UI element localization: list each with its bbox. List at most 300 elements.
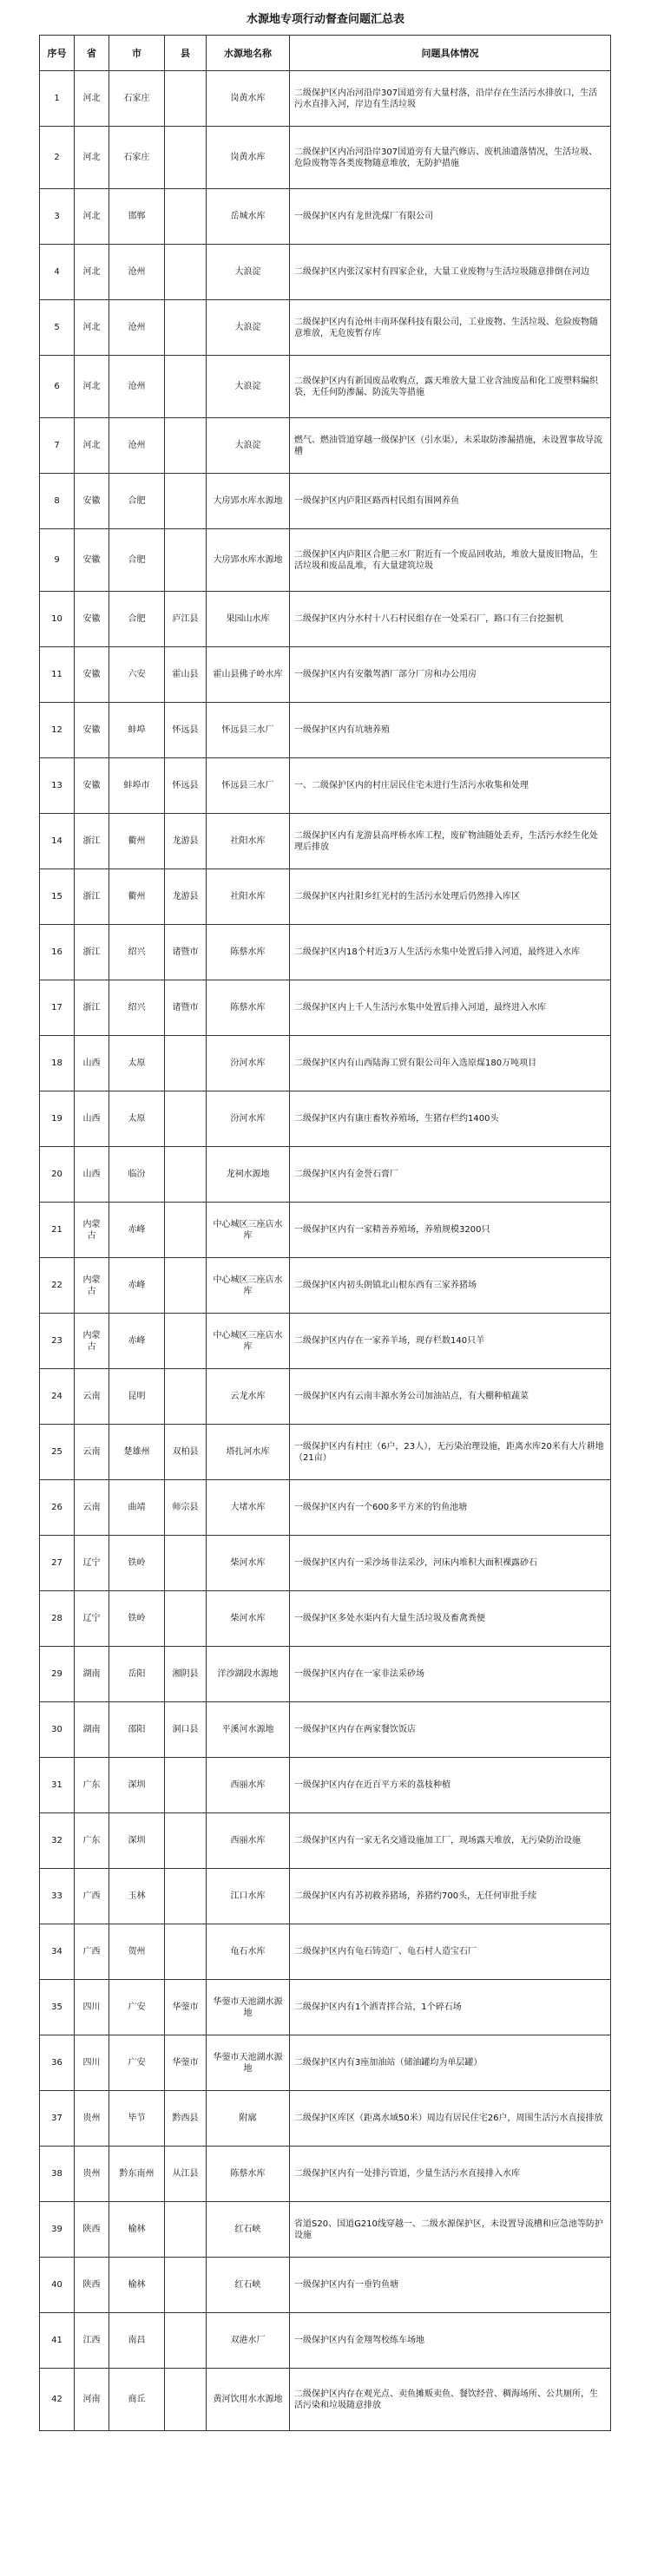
header-city: 市 [109,36,165,71]
row-county [165,127,207,189]
row-county [165,1036,207,1091]
row-county: 庐江县 [165,592,207,647]
row-issue-detail: 二级保护区内有金誉石膏厂 [290,1147,611,1203]
row-issue-detail: 一级保护区内有安徽驾酒厂部分厂房和办公用房 [290,647,611,703]
row-issue-detail: 二级保护区内存在观光点、卖鱼摊贩卖鱼、餐饮经营、稠海场所、公共厕所，生活污染和垃圾随意排放 [290,2369,611,2431]
row-city: 榆林 [109,2202,165,2258]
row-county: 霍山县 [165,647,207,703]
row-city: 临汾 [109,1147,165,1203]
row-city: 赤峰 [109,1314,165,1369]
row-index: 37 [40,2091,75,2147]
row-county [165,71,207,127]
document-title: 水源地专项行动督查问题汇总表 [246,12,404,26]
row-source-name: 黄河饮用水水源地 [207,2369,290,2431]
row-issue-detail: 一级保护区内有一垂钓鱼塘 [290,2258,611,2313]
row-source-name: 中心城区三座店水库 [207,1258,290,1314]
row-city: 赤峰 [109,1203,165,1258]
row-source-name: 怀远县三水厂 [207,758,290,814]
row-county [165,356,207,418]
row-county [165,300,207,356]
row-city: 玉林 [109,1869,165,1924]
row-city: 深圳 [109,1813,165,1869]
table-row [40,1758,611,1813]
table-row [40,418,611,474]
row-county [165,1258,207,1314]
row-county: 怀远县 [165,758,207,814]
row-province: 辽宁 [75,1591,109,1647]
row-county: 湘阴县 [165,1647,207,1702]
row-county [165,1813,207,1869]
row-province: 安徽 [75,647,109,703]
header-source-name: 水源地名称 [207,36,290,71]
row-source-name: 柴河水库 [207,1536,290,1591]
row-source-name: 大浪淀 [207,300,290,356]
row-province: 山西 [75,1036,109,1091]
row-province: 河北 [75,71,109,127]
row-city: 太原 [109,1091,165,1147]
row-city: 广安 [109,1980,165,2035]
row-county [165,529,207,592]
row-city: 蚌埠市 [109,758,165,814]
row-city: 沧州 [109,418,165,474]
row-city: 六安 [109,647,165,703]
table-row [40,2313,611,2369]
table-row [40,1591,611,1647]
row-county [165,1536,207,1591]
row-index: 23 [40,1314,75,1369]
row-index: 29 [40,1647,75,1702]
table-row [40,1647,611,1702]
row-province: 安徽 [75,592,109,647]
row-source-name: 汾河水库 [207,1036,290,1091]
table-row [40,1480,611,1536]
row-city: 沧州 [109,245,165,300]
row-issue-detail: 一级保护区内有云南丰源水务公司加油站点，有大棚种植蔬菜 [290,1369,611,1425]
row-county: 从江县 [165,2147,207,2202]
row-index: 38 [40,2147,75,2202]
row-index: 34 [40,1924,75,1980]
row-county [165,189,207,245]
row-issue-detail: 二级保护区内张汉家村有四家企业，大量工业废物与生活垃圾随意排倒在河边 [290,245,611,300]
table-row [40,2258,611,2313]
row-city: 广安 [109,2035,165,2091]
row-issue-detail: 一、二级保护区内的村庄居民住宅未进行生活污水收集和处理 [290,758,611,814]
header-index: 序号 [40,36,75,71]
row-province: 湖南 [75,1702,109,1758]
row-issue-detail: 一级保护区内存在近百平方米的荔枝种植 [290,1758,611,1813]
row-county: 师宗县 [165,1480,207,1536]
row-issue-detail: 二级保护区内冶河沿岸307国道旁有大量村落，沿岸存在生活污水排放口，生活污水直排入河，岸边有生活垃圾 [290,71,611,127]
row-city: 太原 [109,1036,165,1091]
row-index: 8 [40,474,75,529]
row-city: 石家庄 [109,127,165,189]
row-index: 4 [40,245,75,300]
row-city: 合肥 [109,529,165,592]
table-row [40,300,611,356]
row-city: 赤峰 [109,1258,165,1314]
row-city: 铁岭 [109,1536,165,1591]
row-city: 曲靖 [109,1480,165,1536]
row-county [165,1758,207,1813]
row-source-name: 岗黄水库 [207,127,290,189]
row-province: 河南 [75,2369,109,2431]
row-city: 南昌 [109,2313,165,2369]
row-index: 36 [40,2035,75,2091]
row-county [165,2258,207,2313]
row-province: 四川 [75,1980,109,2035]
row-index: 16 [40,925,75,980]
row-issue-detail: 二级保护区库区（距离水域50米）周边有居民住宅26户，周围生活污水直接排放 [290,2091,611,2147]
row-province: 内蒙古 [75,1203,109,1258]
row-city: 铁岭 [109,1591,165,1647]
row-county [165,245,207,300]
row-source-name: 红石峡 [207,2258,290,2313]
row-index: 6 [40,356,75,418]
row-index: 12 [40,703,75,758]
row-county [165,2202,207,2258]
row-county [165,1314,207,1369]
row-province: 浙江 [75,869,109,925]
table-row [40,1203,611,1258]
row-source-name: 果园山水库 [207,592,290,647]
row-issue-detail: 燃气、燃油管道穿越一级保护区（引水渠），未采取防渗漏措施，未设置事故导流槽 [290,418,611,474]
row-source-name: 大堵水库 [207,1480,290,1536]
row-city: 贺州 [109,1924,165,1980]
row-source-name: 陈蔡水库 [207,980,290,1036]
row-index: 10 [40,592,75,647]
row-source-name: 塔扎河水库 [207,1425,290,1480]
row-city: 合肥 [109,592,165,647]
row-issue-detail: 二级保护区内庐阳区合肥三水厂附近有一个废品回收站，堆放大量废旧物品，生活垃圾和废品乱堆，有大量建筑垃圾 [290,529,611,592]
table-row [40,1425,611,1480]
row-source-name: 附廓 [207,2091,290,2147]
row-issue-detail: 一级保护区内存在一家非法采砂场 [290,1647,611,1702]
table-row [40,1314,611,1369]
row-index: 7 [40,418,75,474]
row-source-name: 大浪淀 [207,418,290,474]
row-issue-detail: 二级保护区内有康庄畜牧养殖场，生猪存栏约1400头 [290,1091,611,1147]
row-city: 邯郸 [109,189,165,245]
row-source-name: 龟石水库 [207,1924,290,1980]
row-source-name: 西丽水库 [207,1813,290,1869]
row-province: 浙江 [75,925,109,980]
row-issue-detail: 二级保护区内有山西陆海工贸有限公司年入选原煤180万吨项目 [290,1036,611,1091]
table-row [40,127,611,189]
row-province: 广东 [75,1813,109,1869]
row-index: 1 [40,71,75,127]
row-issue-detail: 二级保护区内18个村近3万人生活污水集中处置后排入河道，最终进入水库 [290,925,611,980]
row-province: 安徽 [75,758,109,814]
table-row [40,2091,611,2147]
row-source-name: 汾河水库 [207,1091,290,1147]
table-row [40,245,611,300]
row-county [165,2369,207,2431]
table-row [40,647,611,703]
row-province: 安徽 [75,474,109,529]
row-source-name: 龙祠水源地 [207,1147,290,1203]
table-row [40,1702,611,1758]
row-source-name: 社阳水库 [207,869,290,925]
row-index: 20 [40,1147,75,1203]
row-province: 河北 [75,300,109,356]
table-row [40,1980,611,2035]
row-county [165,1203,207,1258]
row-issue-detail: 一级保护区内有一家精善养殖场，养殖规模3200只 [290,1203,611,1258]
table-row [40,1924,611,1980]
row-source-name: 华蓥市天池湖水源地 [207,1980,290,2035]
row-county: 怀远县 [165,703,207,758]
row-province: 陕西 [75,2202,109,2258]
row-index: 27 [40,1536,75,1591]
row-county: 诸暨市 [165,980,207,1036]
table-row [40,1036,611,1091]
row-source-name: 云龙水库 [207,1369,290,1425]
row-province: 浙江 [75,980,109,1036]
row-issue-detail: 省道S20、国道G210线穿越一、二级水源保护区，未设置导流槽和应急池等防护设施 [290,2202,611,2258]
row-city: 绍兴 [109,980,165,1036]
row-source-name: 岗黄水库 [207,71,290,127]
table-row [40,1813,611,1869]
table-row [40,356,611,418]
row-province: 辽宁 [75,1536,109,1591]
row-province: 广西 [75,1924,109,1980]
row-city: 深圳 [109,1758,165,1813]
row-issue-detail: 二级保护区内有龟石铸造厂、龟石村人造宝石厂 [290,1924,611,1980]
row-county [165,1091,207,1147]
row-index: 40 [40,2258,75,2313]
row-index: 41 [40,2313,75,2369]
row-issue-detail: 一级保护区多处水渠内有大量生活垃圾及畜禽粪便 [290,1591,611,1647]
row-issue-detail: 二级保护区内有苏初救养猪场，养猪约700头，无任何审批手续 [290,1869,611,1924]
row-source-name: 陈蔡水库 [207,925,290,980]
row-index: 33 [40,1869,75,1924]
table-row [40,1091,611,1147]
row-county [165,1924,207,1980]
row-index: 28 [40,1591,75,1647]
row-city: 毕节 [109,2091,165,2147]
row-index: 3 [40,189,75,245]
row-city: 蚌埠 [109,703,165,758]
issues-table [39,35,611,2431]
row-index: 22 [40,1258,75,1314]
row-province: 浙江 [75,814,109,869]
row-city: 石家庄 [109,71,165,127]
row-province: 河北 [75,127,109,189]
row-city: 楚雄州 [109,1425,165,1480]
row-issue-detail: 二级保护区内有龙游县高坪桥水库工程，废矿物油随处丢弃，生活污水经生化处理后排放 [290,814,611,869]
table-row [40,2147,611,2202]
row-city: 商丘 [109,2369,165,2431]
row-province: 河北 [75,245,109,300]
table-row [40,980,611,1036]
row-issue-detail: 二级保护区内存在一家养羊场，现存栏数140只羊 [290,1314,611,1369]
row-index: 35 [40,1980,75,2035]
header-province: 省 [75,36,109,71]
row-issue-detail: 二级保护区内有新国废品收购点，露天堆放大量工业含油废品和化工废塑料编织袋，无任何防渗漏、防流失等措施 [290,356,611,418]
row-city: 合肥 [109,474,165,529]
row-county [165,418,207,474]
row-source-name: 社阳水库 [207,814,290,869]
row-province: 广东 [75,1758,109,1813]
row-province: 河北 [75,418,109,474]
row-province: 贵州 [75,2147,109,2202]
row-province: 江西 [75,2313,109,2369]
row-index: 19 [40,1091,75,1147]
header-issue-detail: 问题具体情况 [290,36,611,71]
row-city: 衢州 [109,814,165,869]
row-source-name: 江口水库 [207,1869,290,1924]
header-county: 县 [165,36,207,71]
row-province: 安徽 [75,529,109,592]
row-city: 岳阳 [109,1647,165,1702]
row-province: 四川 [75,2035,109,2091]
row-county: 华蓥市 [165,2035,207,2091]
row-index: 5 [40,300,75,356]
row-county [165,1869,207,1924]
row-index: 11 [40,647,75,703]
row-source-name: 大房郢水库水源地 [207,529,290,592]
row-index: 31 [40,1758,75,1813]
row-issue-detail: 一级保护区内存在两家餐饮饭店 [290,1702,611,1758]
row-index: 15 [40,869,75,925]
row-province: 山西 [75,1091,109,1147]
row-province: 云南 [75,1480,109,1536]
row-province: 陕西 [75,2258,109,2313]
row-source-name: 怀远县三水厂 [207,703,290,758]
row-index: 21 [40,1203,75,1258]
table-row [40,2035,611,2091]
row-county [165,1369,207,1425]
table-row [40,703,611,758]
row-city: 榆林 [109,2258,165,2313]
row-index: 32 [40,1813,75,1869]
table-row [40,1869,611,1924]
row-source-name: 红石峡 [207,2202,290,2258]
row-province: 广西 [75,1869,109,1924]
row-source-name: 柴河水库 [207,1591,290,1647]
row-index: 17 [40,980,75,1036]
row-issue-detail: 二级保护区内有沧州丰南环保科技有限公司，工业废物、生活垃圾、危险废物随意堆放，无危废暂存库 [290,300,611,356]
row-issue-detail: 一级保护区内有龙世洗煤厂有限公司 [290,189,611,245]
table-row [40,71,611,127]
row-source-name: 大浪淀 [207,356,290,418]
row-city: 衢州 [109,869,165,925]
row-county [165,1147,207,1203]
row-province: 河北 [75,356,109,418]
row-province: 贵州 [75,2091,109,2147]
row-source-name: 大房郢水库水源地 [207,474,290,529]
row-index: 24 [40,1369,75,1425]
row-city: 沧州 [109,356,165,418]
row-index: 25 [40,1425,75,1480]
row-issue-detail: 二级保护区内冶河沿岸307国道旁有大量汽修店、废机油遗落情况，生活垃圾、危险废物等各类废物随意堆放，无防护措施 [290,127,611,189]
table-row [40,592,611,647]
row-issue-detail: 二级保护区内有一家无名交通设施加工厂，现场露天堆放，无污染防治设施 [290,1813,611,1869]
table-row [40,814,611,869]
row-province: 云南 [75,1369,109,1425]
row-county [165,1591,207,1647]
row-issue-detail: 一级保护区内有村庄（6户，23人），无污染治理设施，距离水库20米有大片耕地（21亩） [290,1425,611,1480]
row-source-name: 中心城区三座店水库 [207,1314,290,1369]
row-source-name: 陈蔡水库 [207,2147,290,2202]
table-row [40,1258,611,1314]
row-issue-detail: 二级保护区内有一处排污管道，少量生活污水直接排入水库 [290,2147,611,2202]
row-issue-detail: 二级保护区内分水村十八石村民组存在一处采石厂，路口有三台挖掘机 [290,592,611,647]
row-county: 龙游县 [165,814,207,869]
row-county: 华蓥市 [165,1980,207,2035]
row-issue-detail: 二级保护区内社阳乡红光村的生活污水处理后仍然排入库区 [290,869,611,925]
row-city: 绍兴 [109,925,165,980]
row-index: 26 [40,1480,75,1536]
row-county [165,474,207,529]
row-issue-detail: 二级保护区内有3座加油站（储油罐均为单层罐） [290,2035,611,2091]
row-province: 山西 [75,1147,109,1203]
row-city: 昆明 [109,1369,165,1425]
row-source-name: 大浪淀 [207,245,290,300]
row-issue-detail: 二级保护区内有1个洒青拌合站，1个碎石场 [290,1980,611,2035]
row-source-name: 中心城区三座店水库 [207,1203,290,1258]
row-province: 云南 [75,1425,109,1480]
table-row [40,1147,611,1203]
row-province: 安徽 [75,703,109,758]
table-row [40,529,611,592]
row-source-name: 西丽水库 [207,1758,290,1813]
row-county [165,2313,207,2369]
table-row [40,925,611,980]
row-issue-detail: 一级保护区内有金翔驾校练车场地 [290,2313,611,2369]
table-row [40,189,611,245]
row-county: 诸暨市 [165,925,207,980]
row-county: 双柏县 [165,1425,207,1480]
table-row [40,1369,611,1425]
row-province: 河北 [75,189,109,245]
row-index: 18 [40,1036,75,1091]
row-index: 42 [40,2369,75,2431]
row-issue-detail: 一级保护区内有坑塘养殖 [290,703,611,758]
table-row [40,474,611,529]
row-index: 14 [40,814,75,869]
table-row [40,2369,611,2431]
row-issue-detail: 一级保护区内有一采沙场非法采沙，河床内堆积大面积裸露砂石 [290,1536,611,1591]
table-header-row [40,36,611,71]
row-province: 内蒙古 [75,1258,109,1314]
row-city: 黔东南州 [109,2147,165,2202]
row-index: 2 [40,127,75,189]
row-index: 13 [40,758,75,814]
row-province: 湖南 [75,1647,109,1702]
row-issue-detail: 二级保护区内初头朗镇北山根东西有三家养猪场 [290,1258,611,1314]
row-source-name: 华蓥市天池湖水源地 [207,2035,290,2091]
row-city: 沧州 [109,300,165,356]
table-row [40,869,611,925]
row-source-name: 洋沙湖段水源地 [207,1647,290,1702]
row-county: 洞口县 [165,1702,207,1758]
row-index: 39 [40,2202,75,2258]
row-index: 30 [40,1702,75,1758]
row-issue-detail: 一级保护区内庐阳区路西村民组有围网养鱼 [290,474,611,529]
row-province: 内蒙古 [75,1314,109,1369]
table-row [40,758,611,814]
table-row [40,2202,611,2258]
row-source-name: 平溪河水源地 [207,1702,290,1758]
table-row [40,1536,611,1591]
row-county: 龙游县 [165,869,207,925]
row-source-name: 双港水厂 [207,2313,290,2369]
row-source-name: 岳城水库 [207,189,290,245]
row-source-name: 霍山县佛子岭水库 [207,647,290,703]
row-issue-detail: 一级保护区内有一个600多平方米的钓鱼池塘 [290,1480,611,1536]
row-county: 黔西县 [165,2091,207,2147]
